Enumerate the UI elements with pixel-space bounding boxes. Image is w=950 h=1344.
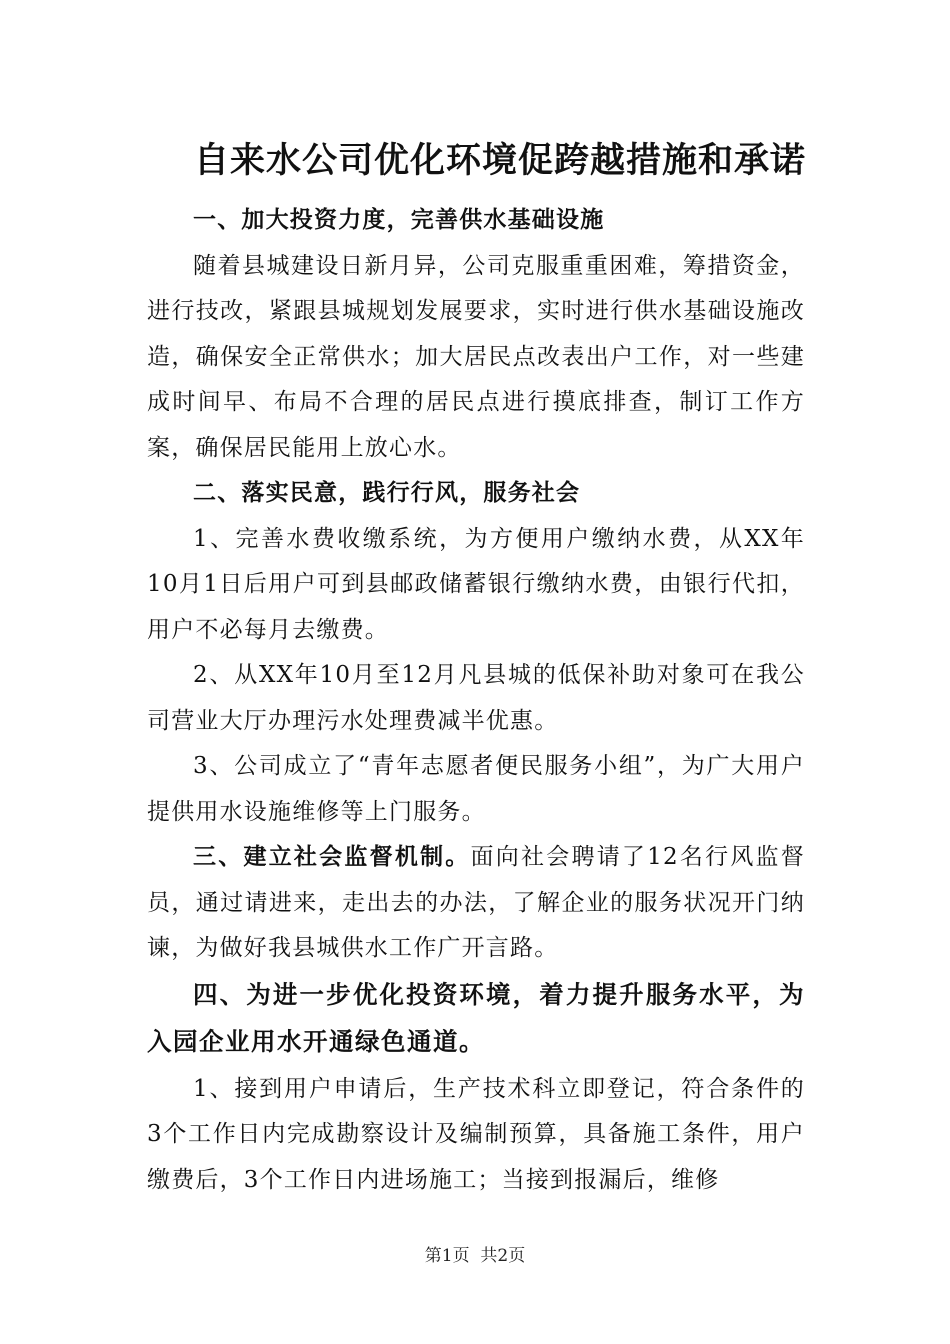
section-heading-1 [147, 198, 805, 244]
section-3-paragraph [147, 835, 805, 972]
paragraph: 1、接到用户申请后，生产技术科立即登记，符合条件的3个工作日内完成勘察设计及编制预算，具备施工条件，用户缴费后，3个工作日内进场施工；当接到报漏后，维修 [147, 1075, 805, 1193]
heading-text: 二、落实民意，践行行风，服务社会 [193, 480, 581, 506]
heading-text: 四、为进一步优化投资环境，着力提升服务水平，为入园企业用水开通绿色通道。 [147, 979, 805, 1056]
heading-text: 三、建立社会监督机制。 [193, 844, 471, 870]
total-pages: 共2页 [480, 1246, 526, 1266]
heading-text: 一、加大投资力度，完善供水基础设施 [193, 207, 605, 233]
page-footer [0, 1241, 950, 1266]
paragraph-text: 面向社会聘请了12名行风监督员，通过请进来，走出去的办法，了解企业的服务状况开门纳谏，为做好我县城供水工作广开言路。 [147, 844, 805, 961]
paragraph: 2、从XX年10月至12月凡县城的低保补助对象可在我公司营业大厅办理污水处理费减半优惠。 [147, 662, 805, 734]
page-number: 第1页 [424, 1246, 470, 1266]
paragraph: 3、公司成立了“青年志愿者便民服务小组”，为广大用户提供用水设施维修等上门服务。 [147, 753, 805, 825]
document-body [147, 198, 805, 1203]
paragraph: 1、完善水费收缴系统，为方便用户缴纳水费，从XX年10月1日后用户可到县邮政储蓄银行缴纳水费，由银行代扣，用户不必每月去缴费。 [147, 525, 805, 643]
section-heading-2 [147, 471, 805, 517]
paragraph: 随着县城建设日新月异，公司克服重重困难，筹措资金，进行技改，紧跟县城规划发展要求，实时进行供水基础设施改造，确保安全正常供水；加大居民点改表出户工作，对一些建成时间早、布局不合理的居民点进行摸底排查，制订工作方案，确保居民能用上放心水。 [147, 252, 805, 461]
section-heading-4 [147, 972, 805, 1067]
document-title: 自来水公司优化环境促跨越措施和承诺 [193, 140, 806, 181]
